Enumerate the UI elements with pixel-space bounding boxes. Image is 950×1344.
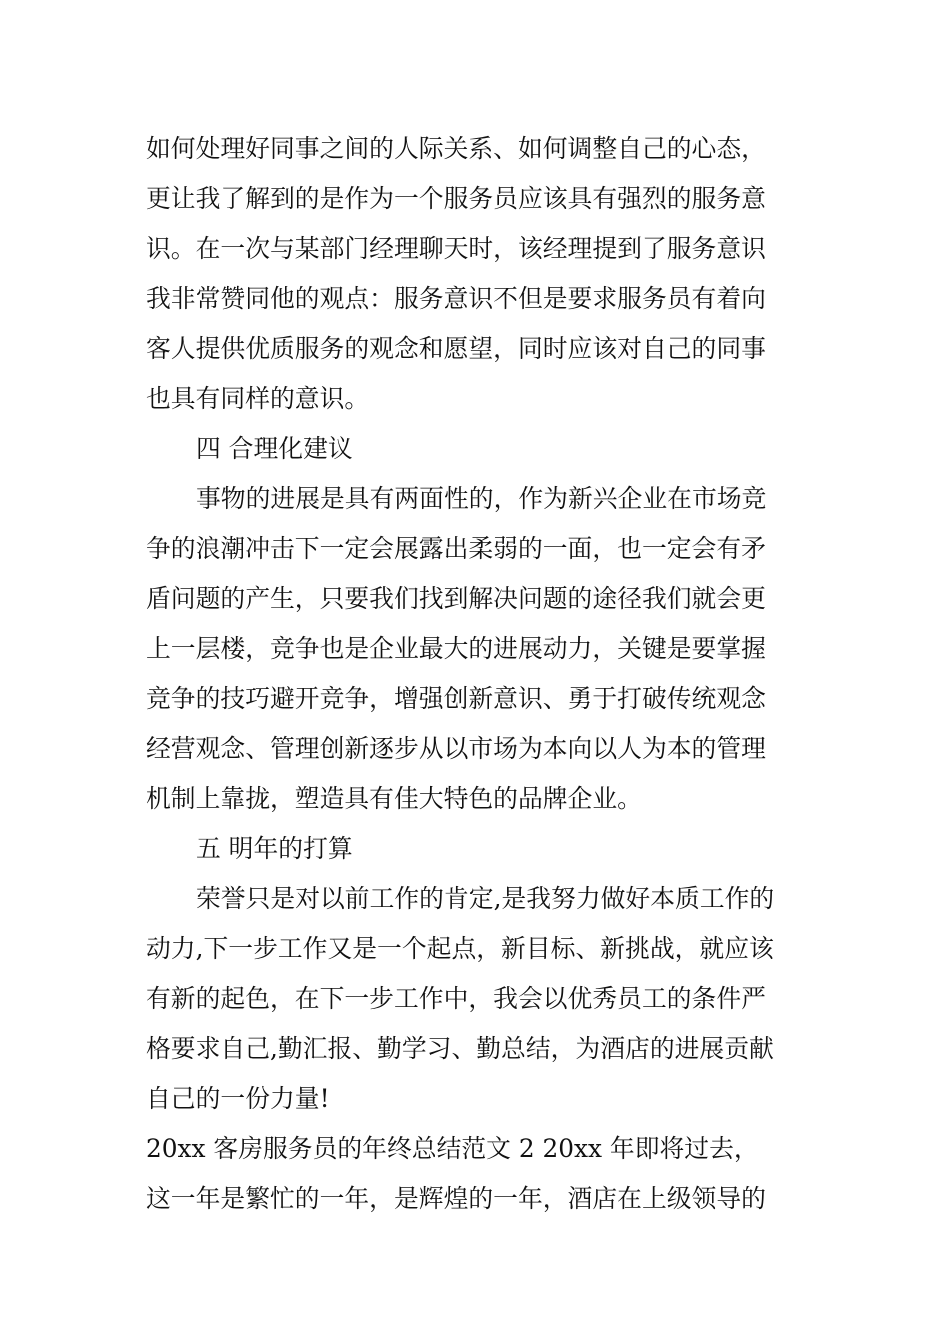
section-heading: 四 合理化建议 bbox=[196, 434, 353, 463]
paragraph-line: 经营观念、管理创新逐步从以市场为本向以人为本的管理 bbox=[146, 734, 766, 763]
paragraph-line: 事物的进展是具有两面性的，作为新兴企业在市场竞 bbox=[196, 484, 767, 513]
paragraph-line: 更让我了解到的是作为一个服务员应该具有强烈的服务意 bbox=[146, 184, 766, 213]
paragraph-line: 争的浪潮冲击下一定会展露出柔弱的一面，也一定会有矛 bbox=[146, 534, 766, 563]
paragraph-line: 荣誉只是对以前工作的肯定,是我努力做好本质工作的 bbox=[196, 884, 775, 913]
paragraph-line: 机制上靠拢，塑造具有佳大特色的品牌企业。 bbox=[146, 784, 642, 813]
paragraph-line: 识。在一次与某部门经理聊天时，该经理提到了服务意识 bbox=[146, 234, 766, 263]
section-heading: 五 明年的打算 bbox=[196, 834, 353, 863]
paragraph-line: 我非常赞同他的观点：服务意识不但是要求服务员有着向 bbox=[146, 284, 766, 313]
paragraph-line: 如何处理好同事之间的人际关系、如何调整自己的心态， bbox=[146, 134, 766, 163]
paragraph-line: 这一年是繁忙的一年，是辉煌的一年，酒店在上级领导的 bbox=[146, 1184, 766, 1213]
paragraph-line: 盾问题的产生，只要我们找到解决问题的途径我们就会更 bbox=[146, 584, 766, 613]
paragraph-line: 上一层楼，竞争也是企业最大的进展动力，关键是要掌握 bbox=[146, 634, 766, 663]
paragraph-line: 20xx 客房服务员的年终总结范文 2 20xx 年即将过去， bbox=[146, 1134, 759, 1163]
paragraph-line: 格要求自己,勤汇报、勤学习、勤总结，为酒店的进展贡献 bbox=[146, 1034, 774, 1063]
paragraph-line: 也具有同样的意识。 bbox=[146, 384, 370, 413]
paragraph-line: 动力,下一步工作又是一个起点，新目标、新挑战，就应该 bbox=[146, 934, 774, 963]
paragraph-line: 竞争的技巧避开竞争，增强创新意识、勇于打破传统观念 bbox=[146, 684, 766, 713]
paragraph-line: 有新的起色，在下一步工作中，我会以优秀员工的条件严 bbox=[146, 984, 766, 1013]
paragraph-line: 自己的一份力量! bbox=[146, 1084, 330, 1113]
paragraph-line: 客人提供优质服务的观念和愿望，同时应该对自己的同事 bbox=[146, 334, 766, 363]
